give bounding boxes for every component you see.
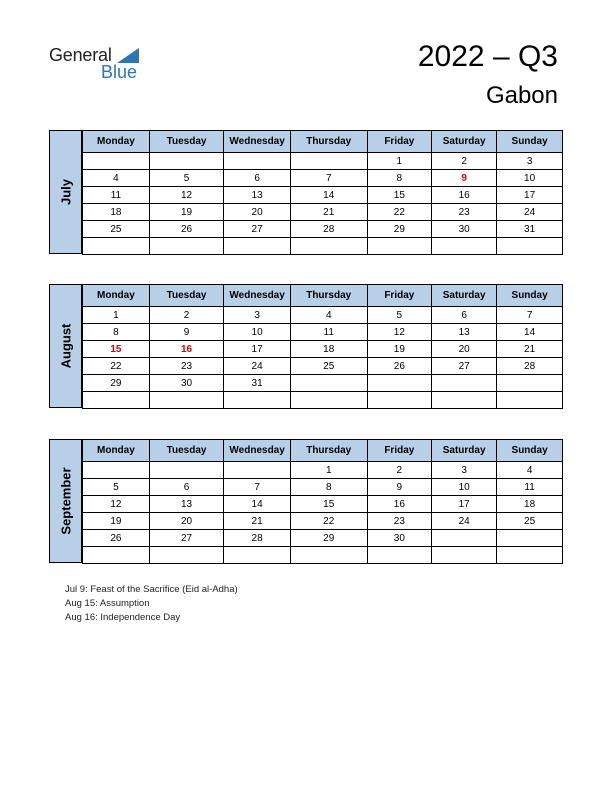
holiday-notes <box>65 583 238 625</box>
day-cell <box>83 153 150 170</box>
day-cell: 5 <box>83 479 150 496</box>
week-row <box>83 187 563 204</box>
week-row <box>83 324 563 341</box>
day-cell: 15 <box>290 496 367 513</box>
day-cell: 7 <box>290 170 367 187</box>
month-block-september <box>49 439 563 565</box>
day-cell: 9 <box>432 170 497 187</box>
day-cell <box>149 462 224 479</box>
day-cell: 26 <box>367 358 432 375</box>
weekday-header-row <box>83 440 563 462</box>
day-cell: 12 <box>83 496 150 513</box>
week-row <box>83 153 563 170</box>
day-cell: 24 <box>432 513 497 530</box>
day-cell: 20 <box>149 513 224 530</box>
day-cell: 23 <box>432 204 497 221</box>
day-cell: 31 <box>224 375 291 392</box>
week-row <box>83 547 563 564</box>
weekday-header: Saturday <box>432 440 497 462</box>
month-label <box>49 439 82 563</box>
month-label <box>49 130 82 254</box>
day-cell <box>83 462 150 479</box>
day-cell: 2 <box>367 462 432 479</box>
weekday-header: Friday <box>367 131 432 153</box>
weekday-header: Friday <box>367 440 432 462</box>
weekday-header: Wednesday <box>224 131 291 153</box>
weekday-header: Tuesday <box>149 131 224 153</box>
day-cell: 17 <box>224 341 291 358</box>
day-cell: 25 <box>290 358 367 375</box>
day-cell: 8 <box>290 479 367 496</box>
month-table <box>82 284 563 409</box>
day-cell: 3 <box>224 307 291 324</box>
week-row <box>83 307 563 324</box>
day-cell: 16 <box>149 341 224 358</box>
day-cell: 30 <box>432 221 497 238</box>
holiday-note: Aug 15: Assumption <box>65 598 150 609</box>
day-cell: 10 <box>497 170 563 187</box>
day-cell: 22 <box>83 358 150 375</box>
day-cell: 9 <box>367 479 432 496</box>
day-cell: 18 <box>83 204 150 221</box>
day-cell: 3 <box>432 462 497 479</box>
day-cell <box>290 547 367 564</box>
day-cell: 14 <box>224 496 291 513</box>
day-cell: 4 <box>497 462 563 479</box>
day-cell: 28 <box>224 530 291 547</box>
page-title: 2022 – Q3 <box>417 40 558 73</box>
day-cell: 15 <box>367 187 432 204</box>
day-cell: 25 <box>497 513 563 530</box>
month-name: August <box>58 323 73 369</box>
day-cell: 16 <box>367 496 432 513</box>
day-cell: 19 <box>367 341 432 358</box>
logo-triangle-icon <box>117 48 139 63</box>
day-cell: 30 <box>149 375 224 392</box>
holiday-note: Aug 16: Independence Day <box>65 612 181 623</box>
weekday-header-row <box>83 285 563 307</box>
day-cell <box>83 392 150 409</box>
weekday-header: Wednesday <box>224 285 291 307</box>
week-row <box>83 221 563 238</box>
day-cell: 1 <box>83 307 150 324</box>
weekday-header: Saturday <box>432 131 497 153</box>
day-cell: 16 <box>432 187 497 204</box>
day-cell: 23 <box>149 358 224 375</box>
month-block-august <box>49 284 563 410</box>
day-cell: 14 <box>497 324 563 341</box>
day-cell <box>497 530 563 547</box>
day-cell: 19 <box>83 513 150 530</box>
weekday-header: Sunday <box>497 131 563 153</box>
month-name: September <box>58 467 73 535</box>
day-cell: 6 <box>432 307 497 324</box>
day-cell: 23 <box>367 513 432 530</box>
day-cell <box>290 238 367 255</box>
weekday-header: Monday <box>83 131 150 153</box>
weekday-header: Monday <box>83 285 150 307</box>
day-cell <box>224 392 291 409</box>
day-cell: 8 <box>367 170 432 187</box>
day-cell: 24 <box>497 204 563 221</box>
day-cell: 15 <box>83 341 150 358</box>
day-cell: 6 <box>224 170 291 187</box>
day-cell <box>497 547 563 564</box>
day-cell <box>149 392 224 409</box>
country-name: Gabon <box>485 82 558 109</box>
day-cell: 20 <box>432 341 497 358</box>
month-name: July <box>58 178 73 206</box>
day-cell: 19 <box>149 204 224 221</box>
day-cell <box>497 392 563 409</box>
day-cell <box>149 547 224 564</box>
day-cell <box>224 462 291 479</box>
week-row <box>83 530 563 547</box>
holiday-note: Jul 9: Feast of the Sacrifice (Eid al-Adha) <box>65 584 238 595</box>
day-cell <box>224 238 291 255</box>
day-cell <box>224 153 291 170</box>
week-row <box>83 479 563 496</box>
day-cell: 30 <box>367 530 432 547</box>
day-cell: 1 <box>290 462 367 479</box>
day-cell <box>497 238 563 255</box>
day-cell <box>290 153 367 170</box>
weekday-header: Thursday <box>290 440 367 462</box>
day-cell: 18 <box>290 341 367 358</box>
day-cell: 13 <box>224 187 291 204</box>
day-cell <box>432 375 497 392</box>
week-row <box>83 375 563 392</box>
day-cell: 18 <box>497 496 563 513</box>
day-cell: 25 <box>83 221 150 238</box>
day-cell <box>367 392 432 409</box>
day-cell: 17 <box>432 496 497 513</box>
day-cell <box>83 547 150 564</box>
day-cell: 8 <box>83 324 150 341</box>
month-label <box>49 284 82 408</box>
day-cell: 21 <box>290 204 367 221</box>
weekday-header: Wednesday <box>224 440 291 462</box>
day-cell: 10 <box>224 324 291 341</box>
day-cell: 5 <box>367 307 432 324</box>
day-cell: 22 <box>367 204 432 221</box>
day-cell: 5 <box>149 170 224 187</box>
weekday-header: Tuesday <box>149 440 224 462</box>
day-cell: 2 <box>432 153 497 170</box>
weekday-header: Sunday <box>497 440 563 462</box>
week-row <box>83 341 563 358</box>
day-cell: 28 <box>290 221 367 238</box>
weekday-header: Thursday <box>290 285 367 307</box>
day-cell: 24 <box>224 358 291 375</box>
day-cell: 10 <box>432 479 497 496</box>
week-row <box>83 204 563 221</box>
day-cell: 12 <box>367 324 432 341</box>
day-cell <box>367 547 432 564</box>
day-cell: 21 <box>497 341 563 358</box>
day-cell: 7 <box>497 307 563 324</box>
weekday-header: Monday <box>83 440 150 462</box>
day-cell: 28 <box>497 358 563 375</box>
day-cell: 13 <box>149 496 224 513</box>
logo-text-general: General <box>49 45 112 65</box>
day-cell <box>149 238 224 255</box>
day-cell: 21 <box>224 513 291 530</box>
day-cell: 26 <box>149 221 224 238</box>
week-row <box>83 170 563 187</box>
day-cell: 20 <box>224 204 291 221</box>
day-cell <box>83 238 150 255</box>
day-cell: 27 <box>224 221 291 238</box>
day-cell: 22 <box>290 513 367 530</box>
day-cell: 27 <box>149 530 224 547</box>
day-cell <box>432 547 497 564</box>
week-row <box>83 238 563 255</box>
day-cell <box>497 375 563 392</box>
weekday-header: Sunday <box>497 285 563 307</box>
day-cell: 3 <box>497 153 563 170</box>
week-row <box>83 462 563 479</box>
day-cell: 29 <box>290 530 367 547</box>
day-cell: 2 <box>149 307 224 324</box>
day-cell <box>367 238 432 255</box>
day-cell: 27 <box>432 358 497 375</box>
logo-text-blue: Blue <box>101 62 138 82</box>
day-cell <box>432 238 497 255</box>
day-cell: 12 <box>149 187 224 204</box>
day-cell <box>149 153 224 170</box>
day-cell: 31 <box>497 221 563 238</box>
day-cell <box>224 547 291 564</box>
day-cell <box>367 375 432 392</box>
day-cell: 9 <box>149 324 224 341</box>
week-row <box>83 513 563 530</box>
weekday-header: Thursday <box>290 131 367 153</box>
day-cell: 7 <box>224 479 291 496</box>
day-cell: 1 <box>367 153 432 170</box>
day-cell <box>290 392 367 409</box>
day-cell <box>432 392 497 409</box>
weekday-header: Saturday <box>432 285 497 307</box>
weekday-header: Friday <box>367 285 432 307</box>
day-cell: 14 <box>290 187 367 204</box>
day-cell: 11 <box>497 479 563 496</box>
month-table <box>82 130 563 255</box>
day-cell: 29 <box>83 375 150 392</box>
day-cell: 11 <box>290 324 367 341</box>
day-cell: 6 <box>149 479 224 496</box>
day-cell <box>432 530 497 547</box>
day-cell: 11 <box>83 187 150 204</box>
day-cell: 26 <box>83 530 150 547</box>
weekday-header: Tuesday <box>149 285 224 307</box>
day-cell: 17 <box>497 187 563 204</box>
week-row <box>83 358 563 375</box>
day-cell <box>290 375 367 392</box>
week-row <box>83 496 563 513</box>
month-table <box>82 439 563 564</box>
day-cell: 29 <box>367 221 432 238</box>
day-cell: 13 <box>432 324 497 341</box>
week-row <box>83 392 563 409</box>
month-block-july <box>49 130 563 256</box>
weekday-header-row <box>83 131 563 153</box>
brand-logo <box>49 45 149 85</box>
day-cell: 4 <box>290 307 367 324</box>
day-cell: 4 <box>83 170 150 187</box>
